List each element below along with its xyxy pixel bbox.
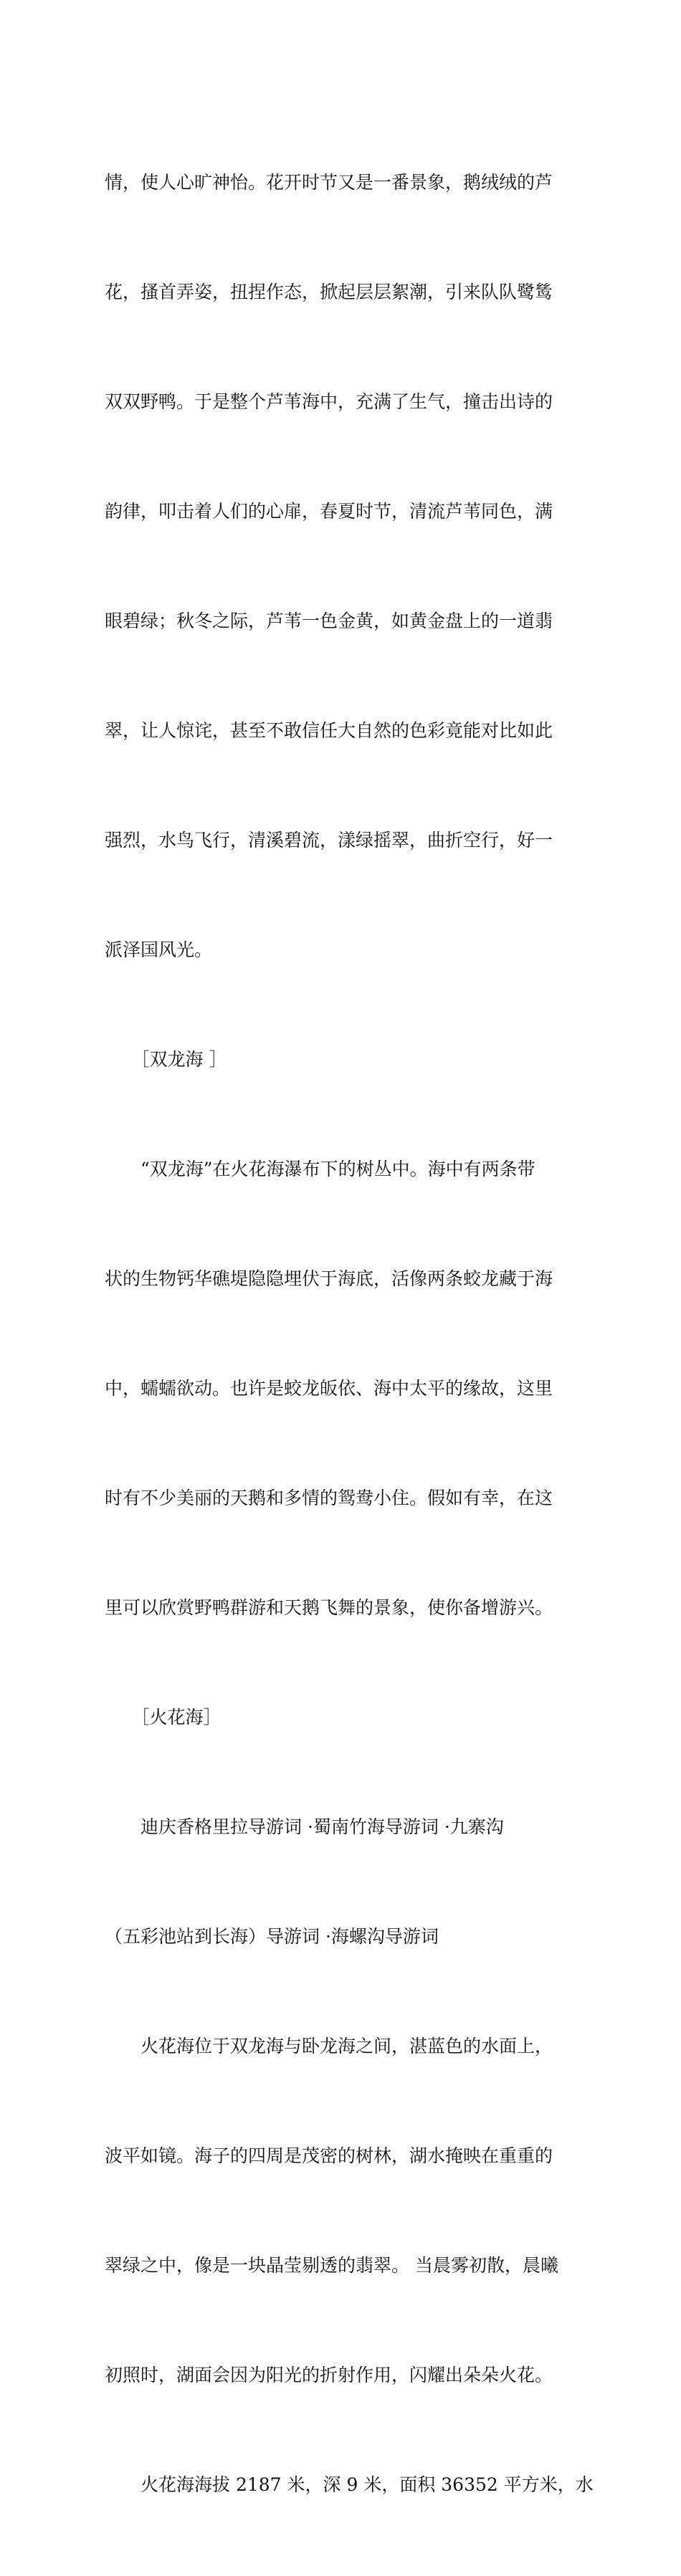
- text-line: 韵律，叩击着人们的心扉，春夏时节，清流芦苇同色，满: [105, 501, 553, 522]
- section-heading-shuanglonghai: ［双龙海 ］: [105, 1049, 227, 1070]
- text-line: 时有不少美丽的天鹅和多情的鸳鸯小住。假如有幸，在这: [105, 1488, 553, 1508]
- related-links-line: 迪庆香格里拉导游词 ·蜀南竹海导游词 ·九寨沟: [105, 1816, 504, 1837]
- text-line: 情，使人心旷神怡。花开时节又是一番景象，鹅绒绒的芦: [105, 172, 553, 193]
- text-line: 状的生物钙华礁堤隐隐埋伏于海底，活像两条蛟龙藏于海: [105, 1268, 553, 1289]
- text-line: 翠，让人惊诧，甚至不敢信任大自然的色彩竟能对比如此: [105, 720, 553, 741]
- body-text: [105, 91, 594, 2576]
- text-line: 花，搔首弄姿，扭捏作态，掀起层层絮潮，引来队队鹭鸶: [105, 282, 553, 302]
- related-links-line: （五彩池站到长海）导游词 ·海螺沟导游词: [105, 1926, 439, 1947]
- text-line: 派泽国风光。: [105, 939, 213, 960]
- text-line: 火花海位于双龙海与卧龙海之间，湛蓝色的水面上，: [105, 2036, 553, 2057]
- text-line: 火花海海拔 2187 米，深 9 米，面积 36352 平方米，水: [105, 2474, 594, 2495]
- text-line: 眼碧绿；秋冬之际，芦苇一色金黄，如黄金盘上的一道翡: [105, 611, 553, 631]
- text-line: 强烈，水鸟飞行，清溪碧流，漾绿摇翠，曲折空行，好一: [105, 830, 553, 851]
- text-line: 里可以欣赏野鸭群游和天鹅飞舞的景象，使你备增游兴。: [105, 1597, 553, 1618]
- text-line: 中，蠕蠕欲动。也许是蛟龙皈依、海中太平的缘故，这里: [105, 1378, 553, 1399]
- text-line: 波平如镜。海子的四周是茂密的树林，湖水掩映在重重的: [105, 2145, 553, 2166]
- text-line: 初照时，湖面会因为阳光的折射作用，闪耀出朵朵火花。: [105, 2365, 553, 2385]
- section-heading-huohuahai: ［火花海］: [105, 1707, 222, 1728]
- text-line: 双双野鸭。于是整个芦苇海中，充满了生气，撞击出诗的: [105, 391, 553, 412]
- text-line: 翠绿之中，像是一块晶莹剔透的翡翠。 当晨雾初散，晨曦: [105, 2255, 558, 2276]
- text-line: “双龙海”在火花海瀑布下的树丛中。海中有两条带: [105, 1159, 535, 1179]
